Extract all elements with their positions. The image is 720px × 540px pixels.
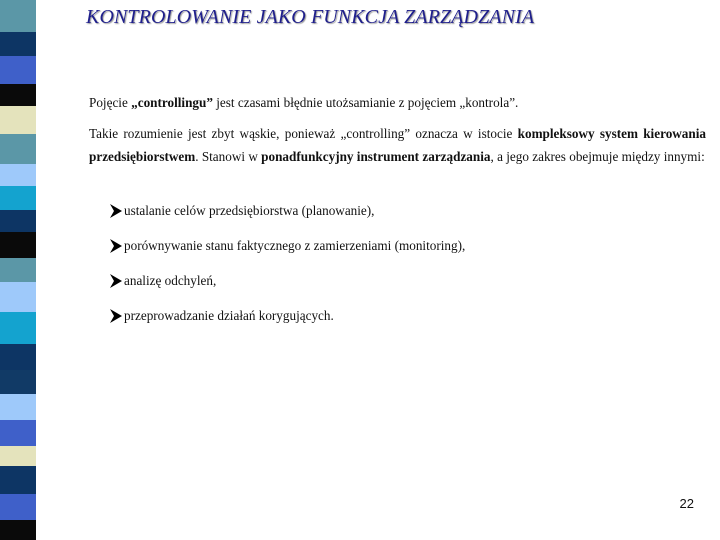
stripe-block <box>0 466 36 494</box>
stripe-block <box>0 186 36 210</box>
stripe-block <box>0 56 36 84</box>
stripe-block <box>0 420 36 446</box>
stripe-block <box>0 134 36 164</box>
paragraph-text: . Stanowi w <box>195 149 262 164</box>
stripe-block <box>0 106 36 134</box>
list-item <box>110 307 465 325</box>
stripe-block <box>0 494 36 520</box>
stripe-block <box>0 370 36 394</box>
paragraph-text: , a jego zakres obejmuje między innymi: <box>490 149 705 164</box>
stripe-block <box>0 344 36 370</box>
arrowhead-icon <box>110 309 122 323</box>
paragraph-text: jest czasami błędnie utożsamianie z pojęciem „kontrola”. <box>212 95 519 110</box>
stripe-block <box>0 84 36 106</box>
stripe-block <box>0 0 36 10</box>
emphasized-text: „controllingu” <box>131 95 213 110</box>
stripe-block <box>0 210 36 232</box>
stripe-block <box>0 394 36 420</box>
stripe-block <box>0 312 36 344</box>
list-item <box>110 202 465 220</box>
stripe-block <box>0 164 36 186</box>
stripe-block <box>0 258 36 282</box>
list-item <box>110 237 465 255</box>
arrowhead-icon <box>110 204 122 218</box>
stripe-block <box>0 520 36 540</box>
slide-title: KONTROLOWANIE JAKO FUNKCJA ZARZĄDZANIA <box>86 6 535 28</box>
bullet-text: porównywanie stanu faktycznego z zamierzeniami (monitoring), <box>124 238 466 253</box>
scope-bullet-list <box>110 202 465 342</box>
stripe-block <box>0 10 36 32</box>
paragraph-controlling-scope <box>89 122 706 168</box>
emphasized-text: ponadfunkcyjny instrument zarządzania <box>261 149 491 164</box>
stripe-block <box>0 282 36 312</box>
stripe-block <box>0 232 36 258</box>
bullet-text: analizę odchyleń, <box>124 273 217 288</box>
page-number: 22 <box>679 496 694 511</box>
bullet-text: ustalanie celów przedsiębiorstwa (planowanie), <box>124 203 375 218</box>
decorative-stripe <box>0 0 36 540</box>
emphasized-text: kompleksowy system kierowania przedsiębiorstwem <box>89 126 706 164</box>
stripe-block <box>0 446 36 466</box>
arrowhead-icon <box>110 239 122 253</box>
paragraph-controlling-definition <box>89 91 706 114</box>
paragraph-text: Takie rozumienie jest zbyt wąskie, ponieważ „controlling” oznacza w istocie <box>89 126 518 141</box>
stripe-block <box>0 32 36 56</box>
list-item <box>110 272 465 290</box>
paragraph-text: Pojęcie <box>89 95 132 110</box>
bullet-text: przeprowadzanie działań korygujących. <box>124 308 334 323</box>
arrowhead-icon <box>110 274 122 288</box>
